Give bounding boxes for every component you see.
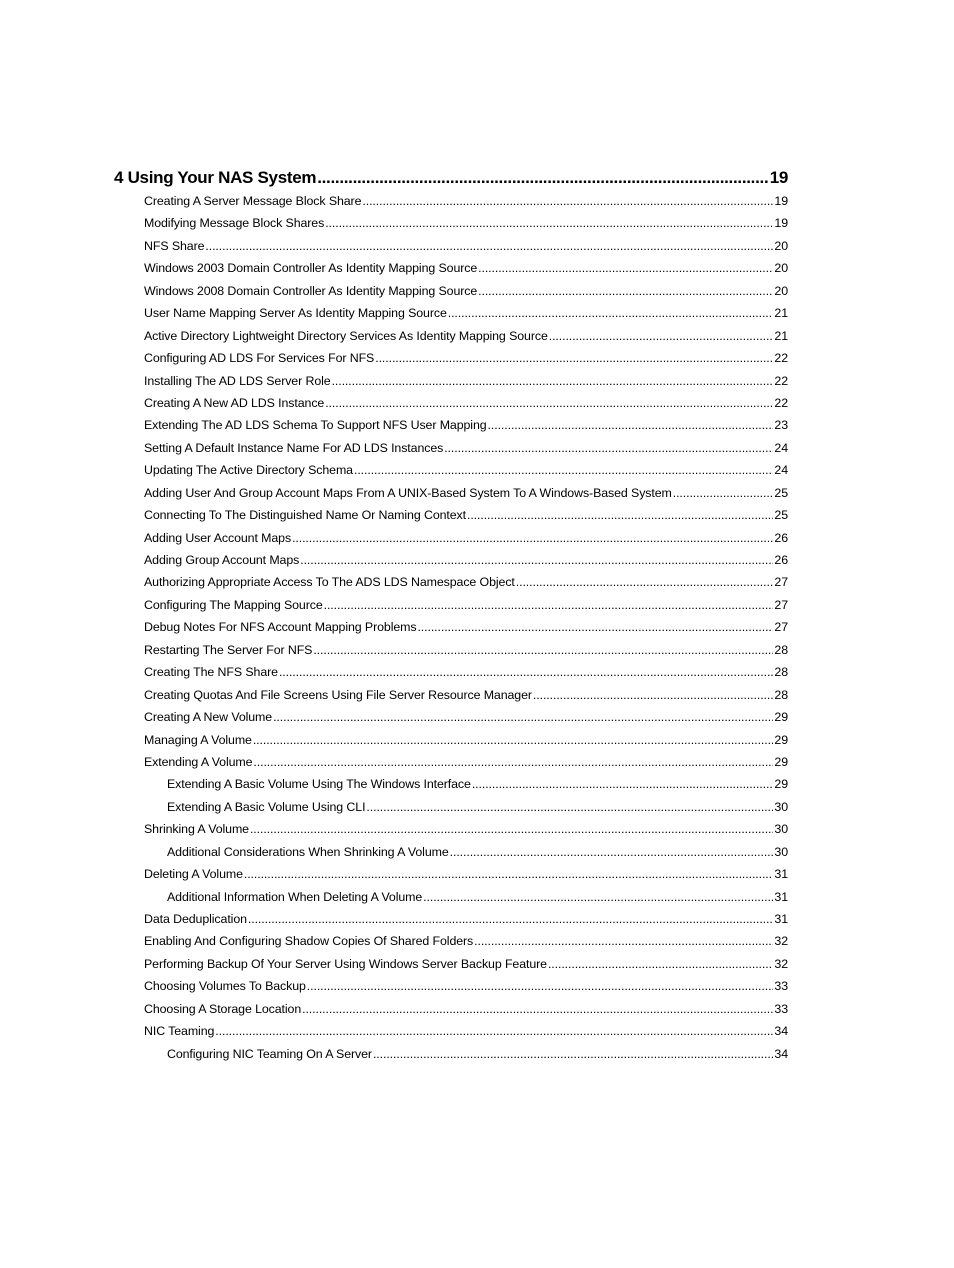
- toc-entry-page-number: 27: [774, 597, 788, 612]
- toc-entry-title: NIC Teaming: [144, 1024, 215, 1039]
- dot-leader: [478, 284, 773, 298]
- dot-leader: [317, 168, 768, 188]
- toc-entry[interactable]: [114, 418, 788, 440]
- dot-leader: [215, 1024, 773, 1038]
- dot-leader: [533, 688, 773, 702]
- toc-entry[interactable]: [114, 598, 788, 620]
- toc-entry-title: Creating A New AD LDS Instance: [144, 395, 325, 410]
- toc-entry-title: Deleting A Volume: [144, 867, 243, 882]
- dot-leader: [325, 396, 773, 410]
- toc-entry-page-number: 30: [774, 844, 788, 859]
- toc-entry-page-number: 22: [774, 395, 788, 410]
- toc-entry-page-number: 21: [774, 306, 788, 321]
- toc-entry-page-number: 31: [774, 889, 788, 904]
- toc-entry[interactable]: [114, 486, 788, 508]
- toc-entry[interactable]: [114, 710, 788, 732]
- toc-entry[interactable]: [114, 374, 788, 396]
- dot-leader: [332, 374, 774, 388]
- toc-entry[interactable]: [114, 284, 788, 306]
- toc-entry[interactable]: [114, 306, 788, 328]
- table-of-contents: [114, 168, 788, 1069]
- dot-leader: [302, 1002, 773, 1016]
- toc-entry-page-number: 20: [774, 283, 788, 298]
- toc-entry[interactable]: [114, 261, 788, 283]
- dot-leader: [250, 822, 773, 836]
- dot-leader: [488, 418, 774, 432]
- toc-entry-page-number: 34: [774, 1046, 788, 1061]
- toc-entry[interactable]: [114, 329, 788, 351]
- toc-entry-title: Modifying Message Block Shares: [144, 216, 325, 231]
- dot-leader: [292, 531, 773, 545]
- toc-entry[interactable]: [114, 912, 788, 934]
- dot-leader: [253, 755, 773, 769]
- toc-entry[interactable]: [114, 351, 788, 373]
- toc-entry-page-number: 28: [774, 687, 788, 702]
- toc-entry[interactable]: [114, 1024, 788, 1046]
- toc-entry-title: Performing Backup Of Your Server Using Windows Server Backup Feature: [144, 956, 547, 971]
- toc-entry[interactable]: [114, 553, 788, 575]
- toc-entry-title: Installing The AD LDS Server Role: [144, 373, 331, 388]
- toc-entry-title: Choosing Volumes To Backup: [144, 979, 306, 994]
- toc-entry[interactable]: [114, 890, 788, 912]
- toc-entry[interactable]: [114, 822, 788, 844]
- toc-entry[interactable]: [114, 1047, 788, 1069]
- toc-entry-page-number: 24: [774, 440, 788, 455]
- toc-entry[interactable]: [114, 957, 788, 979]
- dot-leader: [375, 351, 773, 365]
- dot-leader: [362, 194, 773, 208]
- dot-leader: [248, 912, 774, 926]
- toc-entry-title: Configuring The Mapping Source: [144, 597, 323, 612]
- toc-entry-title: Extending A Volume: [144, 754, 253, 769]
- toc-entry[interactable]: [114, 777, 788, 799]
- toc-entry[interactable]: [114, 800, 788, 822]
- toc-entry-title: Configuring AD LDS For Services For NFS: [144, 351, 375, 366]
- toc-entry-title: Windows 2008 Domain Controller As Identity Mapping Source: [144, 283, 478, 298]
- toc-entry-page-number: 26: [774, 553, 788, 567]
- toc-entry-title: Data Deduplication: [144, 912, 247, 926]
- toc-entry-page-number: 33: [774, 979, 788, 994]
- toc-entry-page-number: 30: [774, 822, 788, 837]
- toc-entry-page-number: 28: [774, 642, 788, 657]
- toc-entry-page-number: 22: [774, 351, 788, 366]
- toc-entry-list: [114, 194, 788, 1069]
- toc-entry-page-number: 31: [774, 867, 788, 882]
- toc-entry[interactable]: [114, 508, 788, 530]
- dot-leader: [279, 665, 773, 679]
- toc-entry-title: Shrinking A Volume: [144, 822, 249, 837]
- toc-entry-page-number: 27: [774, 575, 788, 590]
- toc-entry-title: Adding User Account Maps: [144, 530, 292, 545]
- toc-entry[interactable]: [114, 239, 788, 261]
- toc-entry[interactable]: [114, 665, 788, 687]
- toc-entry-title: Additional Information When Deleting A Volume: [167, 889, 423, 904]
- toc-entry[interactable]: [114, 688, 788, 710]
- toc-entry[interactable]: [114, 620, 788, 642]
- toc-entry[interactable]: [114, 934, 788, 956]
- toc-entry-page-number: 32: [774, 934, 788, 949]
- toc-entry[interactable]: [114, 216, 788, 238]
- toc-entry-page-number: 24: [774, 463, 788, 478]
- dot-leader: [478, 261, 773, 275]
- dot-leader: [423, 890, 773, 904]
- toc-entry[interactable]: [114, 441, 788, 463]
- toc-chapter-entry[interactable]: [114, 168, 788, 194]
- toc-entry-title: Additional Considerations When Shrinking A Volume: [167, 844, 449, 859]
- toc-entry-page-number: 30: [774, 799, 788, 814]
- toc-entry-title: Authorizing Appropriate Access To The ADS LDS Namespace Object: [144, 575, 515, 590]
- toc-entry[interactable]: [114, 396, 788, 418]
- dot-leader: [417, 620, 773, 634]
- toc-entry-title: Configuring NIC Teaming On A Server: [167, 1046, 372, 1061]
- toc-entry-title: Enabling And Configuring Shadow Copies Of Shared Folders: [144, 934, 474, 949]
- toc-entry[interactable]: [114, 531, 788, 553]
- toc-entry[interactable]: [114, 733, 788, 755]
- toc-entry-page-number: 34: [774, 1024, 788, 1039]
- toc-entry-title: Restarting The Server For NFS: [144, 642, 313, 657]
- toc-entry-title: Extending A Basic Volume Using The Windows Interface: [167, 777, 471, 792]
- dot-leader: [325, 216, 773, 230]
- dot-leader: [313, 643, 773, 657]
- toc-entry-title: Adding Group Account Maps: [144, 553, 300, 567]
- toc-entry-page-number: 25: [774, 485, 788, 500]
- dot-leader: [324, 598, 774, 612]
- toc-entry-title: Active Directory Lightweight Directory Services As Identity Mapping Source: [144, 328, 548, 343]
- toc-entry-page-number: 20: [774, 261, 788, 276]
- dot-leader: [205, 239, 773, 253]
- chapter-title: 4 Using Your NAS System: [114, 168, 317, 187]
- dot-leader: [300, 553, 773, 567]
- toc-entry[interactable]: [114, 1002, 788, 1024]
- dot-leader: [444, 441, 773, 455]
- toc-entry[interactable]: [114, 194, 788, 216]
- toc-entry-title: Extending The AD LDS Schema To Support NFS User Mapping: [144, 418, 487, 433]
- dot-leader: [472, 777, 774, 791]
- toc-entry-page-number: 29: [774, 754, 788, 769]
- dot-leader: [548, 957, 773, 971]
- toc-entry-page-number: 33: [774, 1001, 788, 1016]
- toc-entry[interactable]: [114, 463, 788, 485]
- toc-entry-page-number: 29: [774, 710, 788, 725]
- toc-entry-page-number: 29: [774, 732, 788, 747]
- toc-entry-page-number: 21: [774, 328, 788, 343]
- toc-entry-title: Connecting To The Distinguished Name Or Naming Context: [144, 508, 466, 523]
- toc-entry-title: Choosing A Storage Location: [144, 1001, 302, 1016]
- toc-entry-title: NFS Share: [144, 238, 205, 253]
- dot-leader: [373, 1047, 773, 1061]
- toc-entry-title: Adding User And Group Account Maps From A UNIX-Based System To A Windows-Based System: [144, 485, 672, 500]
- toc-entry-page-number: 26: [774, 530, 788, 545]
- toc-entry[interactable]: [114, 575, 788, 597]
- dot-leader: [673, 486, 774, 500]
- toc-entry-title: Debug Notes For NFS Account Mapping Problems: [144, 620, 417, 635]
- dot-leader: [448, 306, 774, 320]
- dot-leader: [253, 733, 774, 747]
- dot-leader: [307, 979, 774, 993]
- toc-entry-page-number: 27: [774, 620, 788, 635]
- toc-entry-title: Creating A Server Message Block Share: [144, 194, 362, 208]
- toc-entry-title: Creating The NFS Share: [144, 665, 278, 680]
- toc-entry-page-number: 25: [774, 508, 788, 523]
- dot-leader: [244, 867, 774, 881]
- dot-leader: [516, 575, 774, 589]
- toc-entry-page-number: 32: [774, 956, 788, 971]
- toc-entry-page-number: 19: [774, 216, 788, 231]
- toc-entry-title: Setting A Default Instance Name For AD LDS Instances: [144, 440, 444, 455]
- toc-entry-page-number: 20: [774, 238, 788, 253]
- toc-entry-page-number: 28: [774, 665, 788, 680]
- toc-entry-title: Windows 2003 Domain Controller As Identity Mapping Source: [144, 261, 478, 276]
- toc-entry-page-number: 22: [774, 373, 788, 388]
- toc-entry-title: Creating Quotas And File Screens Using File Server Resource Manager: [144, 687, 532, 702]
- toc-entry[interactable]: [114, 643, 788, 665]
- toc-entry-title: User Name Mapping Server As Identity Mapping Source: [144, 306, 447, 321]
- dot-leader: [354, 463, 773, 477]
- dot-leader: [549, 329, 774, 343]
- dot-leader: [450, 845, 774, 859]
- dot-leader: [273, 710, 773, 724]
- toc-entry-page-number: 31: [774, 912, 788, 926]
- toc-entry-title: Managing A Volume: [144, 732, 252, 747]
- toc-entry[interactable]: [114, 979, 788, 1001]
- dot-leader: [366, 800, 773, 814]
- toc-entry-title: Updating The Active Directory Schema: [144, 463, 353, 478]
- toc-entry[interactable]: [114, 755, 788, 777]
- toc-entry-title: Extending A Basic Volume Using CLI: [167, 799, 366, 814]
- toc-entry-title: Creating A New Volume: [144, 710, 273, 725]
- toc-entry[interactable]: [114, 867, 788, 889]
- toc-entry-page-number: 23: [774, 418, 788, 433]
- dot-leader: [474, 934, 773, 948]
- toc-entry-page-number: 19: [774, 194, 788, 208]
- chapter-page-number: 19: [769, 168, 788, 187]
- dot-leader: [467, 508, 773, 522]
- toc-entry-page-number: 29: [774, 777, 788, 792]
- toc-entry[interactable]: [114, 845, 788, 867]
